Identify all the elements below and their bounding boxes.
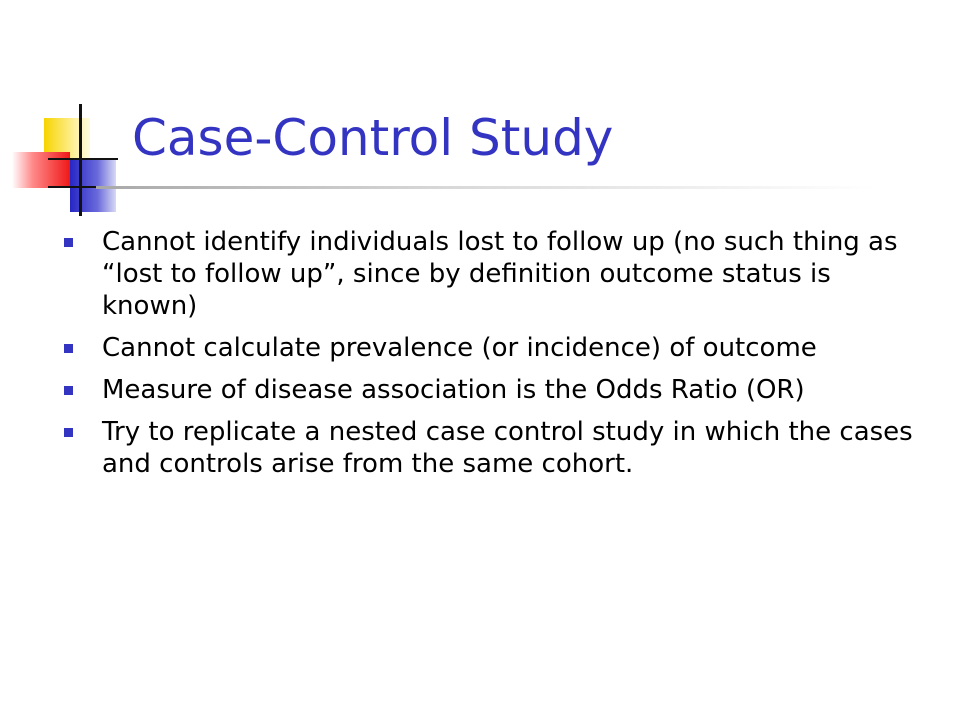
bullet-item [62,226,932,322]
square-bullet-icon [64,344,73,353]
square-bullet-icon [64,238,73,247]
square-bullet-icon [64,428,73,437]
bullet-item [62,416,932,480]
bullet-item [62,374,932,406]
bullet-item [62,332,932,364]
horizontal-line-decoration [48,158,118,160]
square-bullet-icon [64,386,73,395]
bullet-text: Try to replicate a nested case control study in which the cases and controls arise from the same cohort. [102,417,913,479]
bullet-list [62,226,932,490]
vertical-line-decoration [79,104,82,216]
bullet-text: Measure of disease association is the Odds Ratio (OR) [102,375,805,405]
bullet-text: Cannot identify individuals lost to follow up (no such thing as “lost to follow up”, since by definition outcome status is known) [102,227,898,321]
slide-title: Case-Control Study [132,109,614,167]
bullet-text: Cannot calculate prevalence (or incidence) of outcome [102,333,817,363]
title-underline [96,186,876,189]
